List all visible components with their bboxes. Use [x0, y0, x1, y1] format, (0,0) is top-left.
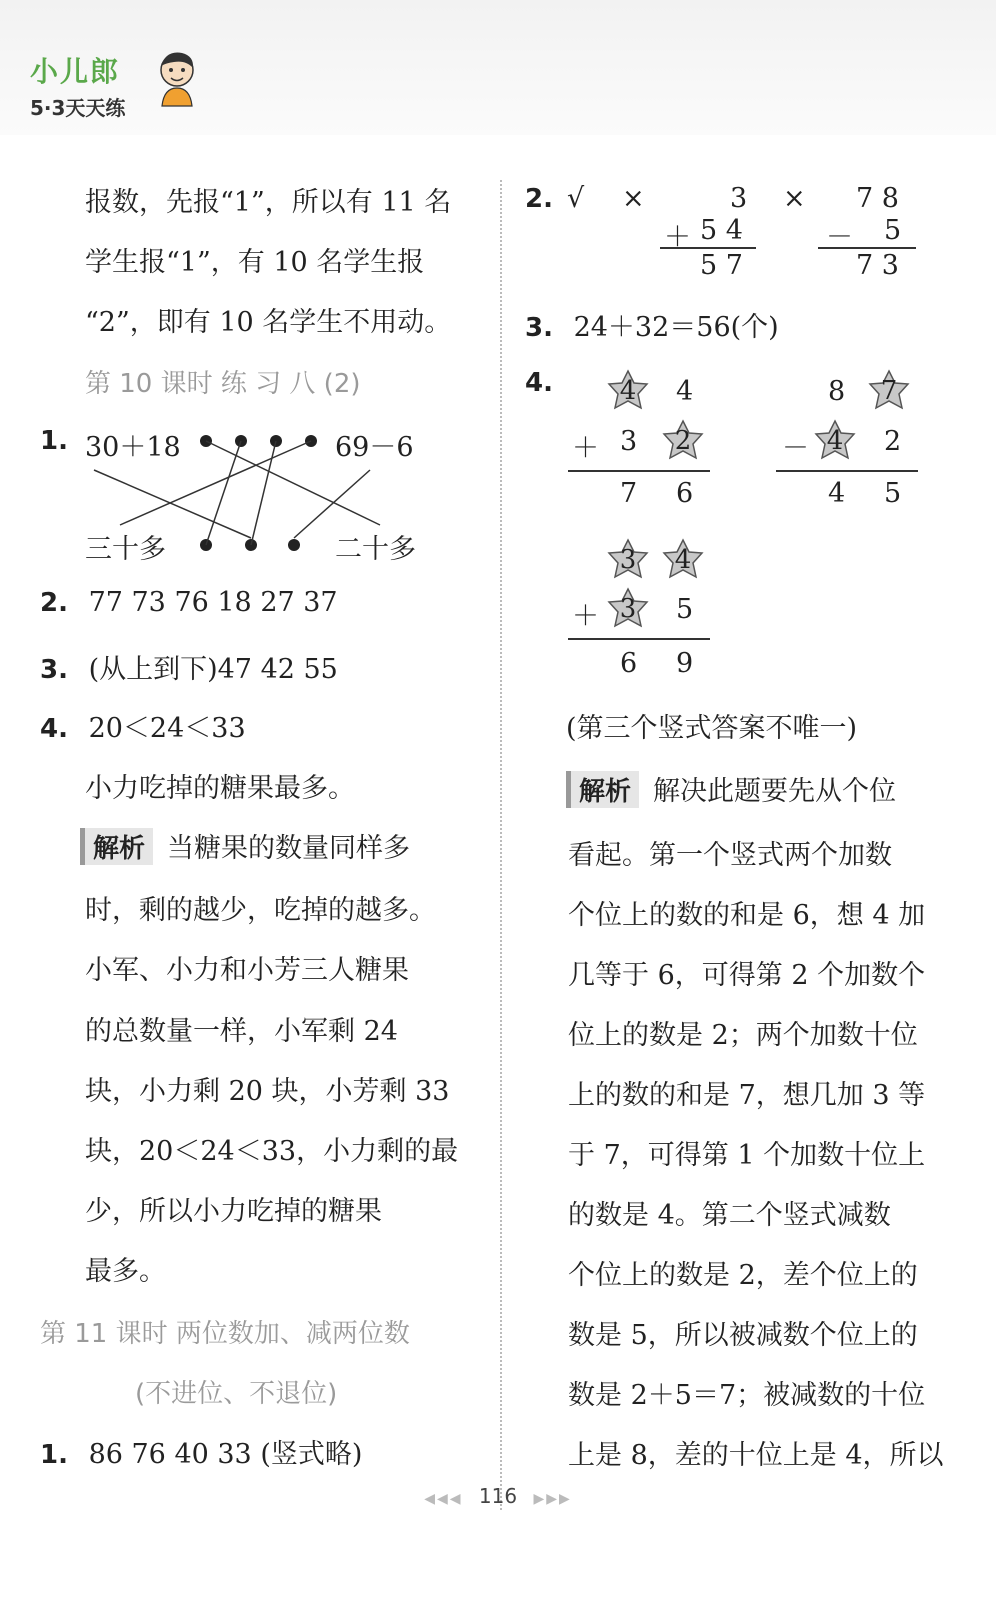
lesson-11-subtitle: (不进位、不退位) [135, 1379, 338, 1409]
add-rule [660, 247, 756, 249]
left-analysis-line-1 [80, 826, 410, 865]
sub-rule [818, 247, 916, 249]
calc1-bottom-tens: 3 [620, 426, 638, 457]
question-number: 4. [525, 368, 553, 398]
q1-label-right: 二十多 [335, 534, 416, 565]
left-analysis-line-6: 块，20＜24＜33，小力剩的最 [85, 1136, 459, 1167]
star-badge [605, 586, 651, 632]
prev-arrows-icon: ◀◀◀ [424, 1491, 463, 1507]
intro-line-3: “2”，即有 10 名学生不用动。 [85, 307, 452, 338]
left-q4 [40, 706, 246, 745]
q2-answers: 77 73 76 18 27 37 [88, 587, 338, 618]
brand-title: 小儿郎 [30, 55, 121, 88]
left-analysis-line-3: 小军、小力和小芳三人糖果 [85, 955, 409, 986]
star-digit: 7 [880, 376, 898, 406]
star-badge [660, 418, 706, 464]
q4-note: (第三个竖式答案不唯一) [566, 713, 858, 744]
match-line [206, 441, 380, 525]
calc2-rule [776, 470, 918, 472]
lesson-11-title: 第 11 课时 两位数加、减两位数 [40, 1319, 410, 1349]
q3-answer: 24＋32＝56(个) [573, 312, 779, 343]
calc1-op: ＋ [572, 433, 599, 464]
right-analysis-line-3: 个位上的数的和是 6，想 4 加 [568, 900, 926, 931]
right-analysis-line-4: 几等于 6，可得第 2 个加数个 [568, 960, 926, 991]
intro-line-1: 报数，先报“1”，所以有 11 名 [85, 187, 452, 218]
cross-mark-1: × [622, 183, 645, 214]
star-badge [605, 368, 651, 414]
column-divider [500, 180, 502, 1510]
left-q2 [40, 587, 338, 618]
sub-top: 7 8 [856, 183, 899, 214]
sub-bottom: 5 [884, 215, 902, 246]
calc2-result-ones: 5 [884, 478, 902, 509]
right-analysis-line-12: 上是 8，差的十位上是 4，所以 [568, 1440, 944, 1471]
sub-op: － [826, 222, 853, 253]
right-analysis-line-7: 于 7，可得第 1 个加数十位上 [568, 1140, 926, 1171]
calc3-op: ＋ [572, 601, 599, 632]
analysis-text: 解决此题要先从个位 [653, 776, 897, 807]
analysis-tag: 解析 [80, 828, 153, 865]
calc2-result-tens: 4 [828, 478, 846, 509]
right-analysis-line-6: 上的数的和是 7，想几加 3 等 [568, 1080, 926, 1111]
calc1-result-tens: 7 [620, 478, 638, 509]
question-number: 2. [40, 588, 68, 618]
match-line [251, 441, 276, 545]
add-top: 3 [730, 183, 748, 214]
sub-result: 7 3 [856, 250, 899, 281]
calc3-result-ones: 9 [676, 648, 694, 679]
question-number: 3. [525, 313, 553, 343]
left-analysis-line-5: 块，小力剩 20 块，小芳剩 33 [85, 1076, 450, 1107]
match-dot-bottom-3 [288, 539, 300, 551]
calc3-bottom-ones: 5 [676, 594, 694, 625]
match-line [120, 441, 311, 525]
star-badge [660, 537, 706, 583]
matching-diagram [0, 0, 500, 600]
right-analysis-line-2: 看起。第一个竖式两个加数 [568, 840, 892, 871]
page-footer [0, 1484, 996, 1508]
right-analysis-line-10: 数是 5，所以被减数个位上的 [568, 1320, 918, 1351]
check-mark: √ [567, 183, 585, 214]
question-number: 1. [40, 1440, 68, 1470]
star-digit: 4 [674, 545, 692, 575]
q1b-answers: 86 76 40 33 (竖式略) [88, 1439, 363, 1470]
analysis-tag: 解析 [566, 771, 639, 808]
left-analysis-line-4: 的总数量一样，小军剩 24 [85, 1016, 398, 1047]
left-analysis-line-2: 时，剩的越少，吃掉的越多。 [85, 895, 436, 926]
right-analysis-line-1 [566, 769, 896, 808]
question-number: 1. [40, 426, 68, 456]
lesson-10-title: 第 10 课时 练 习 八 (2) [85, 369, 361, 399]
calc3-result-tens: 6 [620, 648, 638, 679]
q1-expr-left: 30＋18 [85, 432, 181, 463]
star-badge [605, 537, 651, 583]
calc3-rule [568, 638, 710, 640]
right-analysis-line-11: 数是 2＋5＝7；被减数的十位 [568, 1380, 926, 1411]
left-analysis-line-8: 最多。 [85, 1256, 166, 1287]
star-badge [812, 418, 858, 464]
question-number: 2. [525, 184, 553, 214]
right-analysis-line-5: 位上的数是 2；两个加数十位 [568, 1020, 918, 1051]
star-digit: 3 [619, 545, 637, 575]
right-q3 [525, 305, 779, 344]
analysis-text: 当糖果的数量同样多 [167, 833, 411, 864]
right-analysis-line-8: 的数是 4。第二个竖式减数 [568, 1200, 891, 1231]
calc1-rule [568, 470, 710, 472]
q1-expr-right: 69－6 [335, 432, 414, 463]
calc2-bottom-ones: 2 [884, 426, 902, 457]
star-badge [866, 368, 912, 414]
q4-answer: 20＜24＜33 [88, 713, 246, 744]
left-q1b [40, 1432, 362, 1471]
cross-mark-2: × [783, 183, 806, 214]
star-digit: 3 [619, 594, 637, 624]
match-line [206, 441, 241, 545]
q3-answers: (从上到下)47 42 55 [88, 654, 338, 685]
calc2-op: － [782, 433, 809, 464]
add-result: 5 7 [700, 250, 743, 281]
star-digit: 4 [826, 426, 844, 456]
calc2-top-tens: 8 [828, 376, 846, 407]
left-analysis-line-7: 少，所以小力吃掉的糖果 [85, 1196, 382, 1227]
add-bottom: 5 4 [700, 215, 743, 246]
q1-label-left: 三十多 [85, 534, 166, 565]
right-analysis-line-9: 个位上的数是 2，差个位上的 [568, 1260, 918, 1291]
calc1-result-ones: 6 [676, 478, 694, 509]
add-op: ＋ [664, 222, 691, 253]
intro-line-2: 学生报“1”，有 10 名学生报 [85, 247, 425, 278]
right-q2 [525, 183, 553, 214]
page-number: 116 [478, 1484, 518, 1508]
question-number: 3. [40, 655, 68, 685]
right-q4 [525, 367, 553, 398]
calc1-top-ones: 4 [676, 376, 694, 407]
left-q3 [40, 647, 338, 686]
star-digit: 2 [674, 426, 692, 456]
next-arrows-icon: ▶▶▶ [533, 1491, 572, 1507]
question-number: 4. [40, 714, 68, 744]
q4-conclusion: 小力吃掉的糖果最多。 [85, 773, 355, 804]
star-digit: 4 [619, 376, 637, 406]
brand-series: 5·3天天练 [30, 96, 126, 120]
